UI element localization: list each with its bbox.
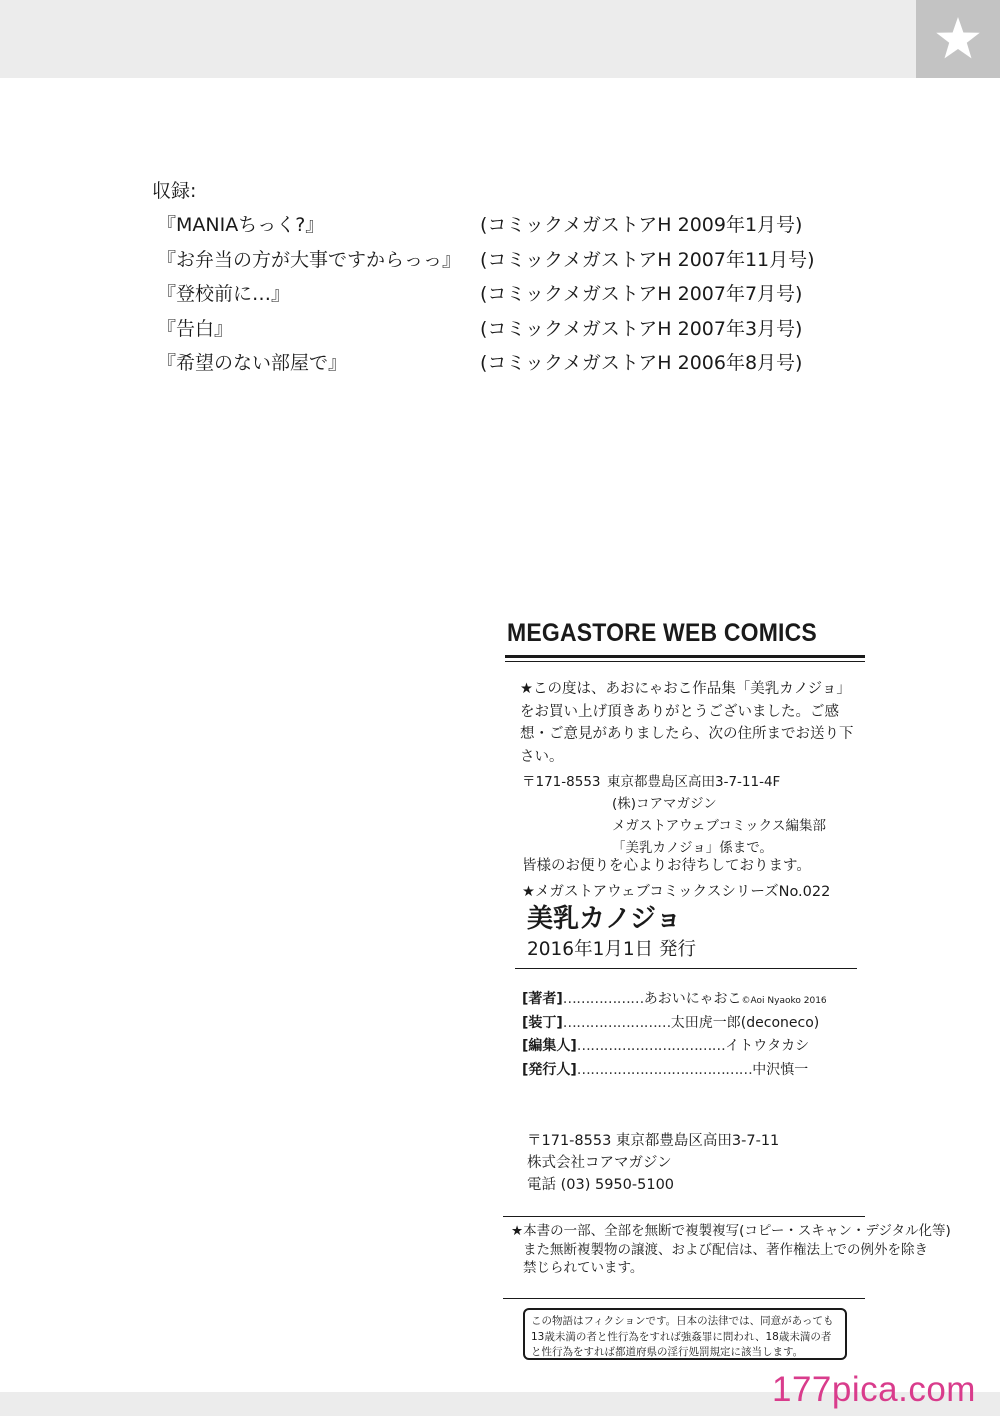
contents-item bbox=[0, 245, 1000, 280]
contents-item bbox=[0, 348, 1000, 383]
copyright-notice-line: ★本書の一部、全部を無断で複製複写(コピー・スキャン・デジタル化等) bbox=[511, 1223, 951, 1239]
publisher-company: 株式会社コアマガジン bbox=[527, 1155, 672, 1171]
contents-item-source: (コミックメガストアH 2007年3月号) bbox=[480, 317, 803, 340]
mail-address bbox=[522, 771, 826, 859]
contents-item bbox=[0, 314, 1000, 349]
await-message: 皆様のお便りを心よりお待ちしております。 bbox=[522, 858, 811, 874]
credit-name: 中沢慎一 bbox=[752, 1061, 809, 1078]
watermark: 177pica.com bbox=[772, 1370, 976, 1409]
contents-item-title: 『MANIAちっく?』 bbox=[157, 214, 325, 236]
mail-company: (株)コアマガジン bbox=[612, 796, 717, 812]
credits bbox=[522, 988, 827, 1082]
copyright-notice bbox=[511, 1222, 956, 1278]
leader-dots: ……………… bbox=[562, 991, 644, 1007]
mail-attention: 「美乳カノジョ」係まで。 bbox=[612, 840, 773, 856]
contents-item-title: 『登校前に…』 bbox=[157, 283, 291, 305]
credit-row bbox=[522, 1012, 827, 1036]
divider bbox=[503, 1298, 865, 1299]
contents-item-title: 『希望のない部屋で』 bbox=[157, 352, 348, 374]
mail-address-line bbox=[522, 771, 826, 793]
mail-department: メガストアウェブコミックス編集部 bbox=[612, 818, 826, 834]
contents-item-source: (コミックメガストアH 2009年1月号) bbox=[480, 214, 803, 236]
credit-name: 太田虎一郎(deconeco) bbox=[670, 1014, 820, 1031]
divider bbox=[505, 661, 865, 662]
mail-street: 東京都豊島区高田3-7-11-4F bbox=[607, 774, 781, 790]
publish-date: 2016年1月1日 発行 bbox=[527, 939, 697, 960]
credit-name: イトウタカシ bbox=[725, 1038, 810, 1054]
credit-row bbox=[522, 988, 827, 1012]
brand-heading: MEGASTORE WEB COMICS bbox=[507, 619, 817, 647]
contents-label: 収録: bbox=[152, 180, 197, 202]
publisher-phone: 電話 (03) 5950-5100 bbox=[527, 1177, 675, 1193]
contents-item-source: (コミックメガストアH 2007年11月号) bbox=[480, 248, 815, 271]
contents-item-source: (コミックメガストアH 2006年8月号) bbox=[480, 352, 803, 374]
credit-role: [装丁] bbox=[522, 1014, 563, 1031]
contents-item bbox=[0, 210, 1000, 245]
divider bbox=[503, 1216, 865, 1217]
book-title: 美乳カノジョ bbox=[527, 904, 682, 934]
series-number: ★メガストアウェブコミックスシリーズNo.022 bbox=[522, 884, 831, 900]
credit-role: [編集人] bbox=[522, 1038, 577, 1054]
credit-row bbox=[522, 1035, 827, 1059]
contents-item-title: 『お弁当の方が大事ですからっっ』 bbox=[157, 248, 462, 271]
credit-name: あおいにゃおこ bbox=[643, 991, 742, 1007]
leader-dots: …………………… bbox=[562, 1014, 671, 1031]
leader-dots: …………………………… bbox=[576, 1038, 726, 1054]
contents-item-source: (コミックメガストアH 2007年7月号) bbox=[480, 283, 803, 305]
star-icon bbox=[935, 16, 981, 60]
credit-row bbox=[522, 1059, 827, 1083]
contents-item-title: 『告白』 bbox=[157, 317, 234, 340]
publisher-address: 〒171-8553 東京都豊島区高田3-7-11 bbox=[527, 1133, 780, 1149]
copyright-notice-line: 禁じられています。 bbox=[523, 1260, 644, 1276]
credit-role: [著者] bbox=[522, 991, 563, 1007]
credit-role: [発行人] bbox=[522, 1061, 577, 1078]
divider bbox=[505, 655, 865, 658]
thanks-message: ★この度は、あおにゃおこ作品集「美乳カノジョ」をお買い上げ頂きありがとうございました。ご感想・ご意見がありましたら、次の住所までお送り下さい。 bbox=[520, 681, 854, 765]
contents-item bbox=[0, 279, 1000, 314]
publisher-info bbox=[527, 1130, 779, 1196]
contents-list bbox=[0, 210, 1000, 383]
mail-zip: 〒171-8553 bbox=[522, 774, 601, 790]
credit-copyright: ©Aoi Nyaoko 2016 bbox=[741, 996, 827, 1006]
leader-dots: ………………………………… bbox=[576, 1061, 753, 1078]
top-bar bbox=[0, 0, 1000, 78]
divider bbox=[515, 968, 857, 969]
star-badge bbox=[916, 0, 1000, 78]
copyright-notice-line: また無断複製物の譲渡、および配信は、著作権法上での例外を除き bbox=[523, 1241, 928, 1258]
fiction-notice: この物語はフィクションです。日本の法律では、同意があっても13歳未満の者と性行為をすれば強姦罪に問われ、18歳未満の者と性行為をすれば都道府県の淫行処罰規定に該当します。 bbox=[523, 1308, 847, 1360]
